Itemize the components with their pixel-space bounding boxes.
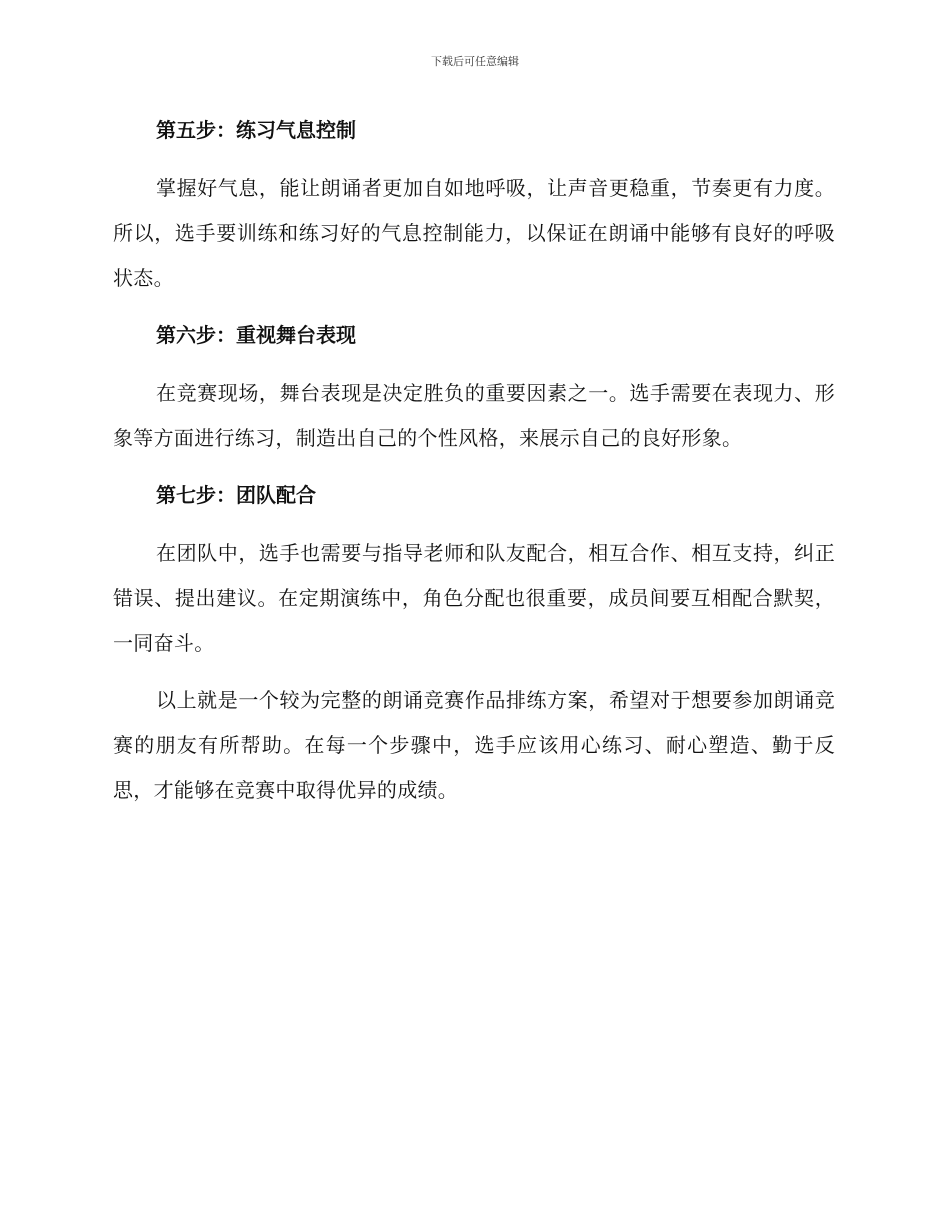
document-body: [113, 108, 835, 825]
section-heading-step5: 第五步：练习气息控制: [156, 118, 356, 142]
page-header: 下载后可任意编辑: [431, 55, 519, 68]
conclusion-paragraph: 以上就是一个较为完整的朗诵竞赛作品排练方案，希望对于想要参加朗诵竞赛的朋友有所帮助。在每一个步骤中，选手应该用心练习、耐心塑造、勤于反思，才能够在竞赛中取得优异的成绩。: [113, 688, 835, 802]
section-paragraph-step7: 在团队中，选手也需要与指导老师和队友配合，相互合作、相互支持，纠正错误、提出建议。在定期演练中，角色分配也很重要，成员间要互相配合默契，一同奋斗。: [113, 541, 835, 655]
section-heading-step7: 第七步：团队配合: [156, 483, 316, 507]
section-heading-step6: 第六步：重视舞台表现: [156, 323, 356, 347]
section-paragraph-step5: 掌握好气息，能让朗诵者更加自如地呼吸，让声音更稳重，节奏更有力度。所以，选手要训练和练习好的气息控制能力，以保证在朗诵中能够有良好的呼吸状态。: [113, 176, 835, 290]
section-paragraph-step6: 在竞赛现场，舞台表现是决定胜负的重要因素之一。选手需要在表现力、形象等方面进行练习，制造出自己的个性风格，来展示自己的良好形象。: [113, 381, 835, 450]
